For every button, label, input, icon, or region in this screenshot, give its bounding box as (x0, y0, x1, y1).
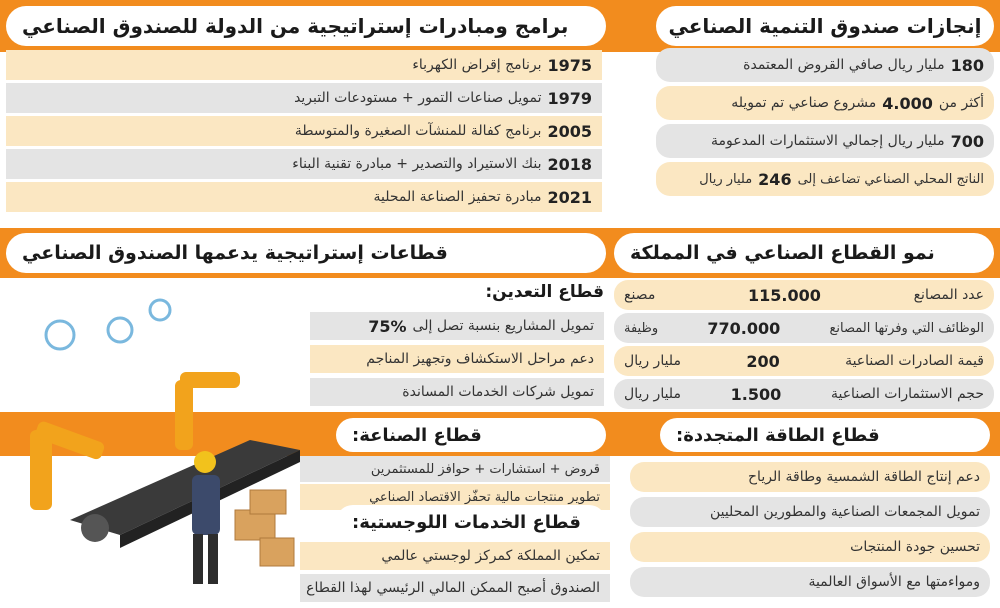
growth-label: حجم الاستثمارات الصناعية (830, 386, 984, 402)
renewable-item-text: دعم إنتاج الطاقة الشمسية وطاقة الرياح (748, 469, 980, 485)
renewable-item (630, 532, 990, 562)
boxes-icon (235, 490, 294, 566)
mining-item (310, 312, 604, 340)
program-year: 2021 (547, 187, 592, 207)
renewable-item-text: ومواءمتها مع الأسواق العالمية (808, 574, 980, 590)
achievement-text: مليار ريال صافي القروض المعتمدة (743, 57, 945, 73)
program-item (6, 50, 602, 80)
growth-item (614, 313, 994, 343)
growth-unit: مصنع (624, 287, 656, 303)
program-text: برنامج كفالة للمنشآت الصغيرة والمتوسطة (294, 123, 542, 139)
achievement-item (656, 124, 994, 158)
gear-icon (46, 300, 170, 349)
mining-item-value: 75% (368, 316, 407, 336)
achievement-item (656, 162, 994, 196)
mining-item (310, 378, 604, 406)
logistics-item-text: الصندوق أصبح الممكن المالي الرئيسي لهذا القطاع (306, 580, 600, 596)
achievements-title: إنجازات صندوق التنمية الصناعي (656, 6, 994, 46)
industry-title: قطاع الصناعة: (336, 418, 606, 452)
program-item (6, 116, 602, 146)
growth-item (614, 346, 994, 376)
renewable-item (630, 462, 990, 492)
growth-label: قيمة الصادرات الصناعية (845, 353, 984, 369)
growth-item (614, 379, 994, 409)
mining-title: قطاع التعدين: (485, 282, 604, 302)
program-year: 1979 (547, 88, 592, 108)
programs-title: برامج ومبادرات إستراتيجية من الدولة للصندوق الصناعي (6, 6, 606, 46)
program-year: 2005 (547, 121, 592, 141)
growth-title: نمو القطاع الصناعي في المملكة (614, 233, 994, 273)
achievement-value: 4.000 (882, 93, 933, 113)
mining-item-text: تمويل المشاريع بنسبة تصل إلى (412, 318, 594, 334)
program-item (6, 83, 602, 113)
achievement-suffix: مليار ريال (699, 171, 753, 187)
growth-value: 200 (746, 351, 780, 371)
program-item (6, 149, 602, 179)
renewable-title: قطاع الطاقة المتجددة: (660, 418, 990, 452)
achievement-value: 180 (950, 55, 984, 75)
program-item (6, 182, 602, 212)
sectors-title: قطاعات إستراتيجية يدعمها الصندوق الصناعي (6, 233, 606, 273)
renewable-item (630, 497, 990, 527)
industry-item (300, 456, 610, 482)
growth-unit: مليار ريال (624, 353, 681, 369)
growth-value: 770.000 (707, 318, 781, 338)
renewable-item-text: تحسين جودة المنتجات (850, 539, 980, 555)
growth-item (614, 280, 994, 310)
growth-label: الوظائف التي وفرتها المصانع (829, 320, 984, 336)
logistics-title: قطاع الخدمات اللوجستية: (336, 505, 606, 539)
growth-label: عدد المصانع (913, 287, 984, 303)
logistics-item (300, 574, 610, 602)
growth-unit: مليار ريال (624, 386, 681, 402)
renewable-item (630, 567, 990, 597)
program-text: برنامج إقراض الكهرباء (412, 57, 542, 73)
achievement-prefix: أكثر من (938, 95, 984, 111)
industry-item-text: تطوير منتجات مالية تحفّز الاقتصاد الصناعي (369, 489, 600, 505)
mining-item-text: تمويل شركات الخدمات المساندة (402, 384, 594, 400)
logistics-item-text: تمكين المملكة كمركز لوجستي عالمي (381, 548, 600, 564)
achievement-value: 700 (950, 131, 984, 151)
mining-item (310, 345, 604, 373)
achievement-item (656, 86, 994, 120)
logistics-item (300, 542, 610, 570)
growth-value: 115.000 (748, 285, 821, 305)
program-year: 1975 (547, 55, 592, 75)
achievement-value: 246 (758, 169, 792, 189)
industry-item-text: قروض + استشارات + حوافز للمستثمرين (370, 461, 600, 477)
conveyor-belt-icon (70, 440, 300, 548)
achievement-text: الناتج المحلي الصناعي تضاعف إلى (797, 171, 984, 187)
worker-icon (192, 451, 220, 584)
program-text: تمويل صناعات التمور + مستودعات التبريد (294, 90, 542, 106)
mining-item-text: دعم مراحل الاستكشاف وتجهيز المناجم (366, 351, 594, 367)
achievement-text: مليار ريال إجمالي الاستثمارات المدعومة (711, 133, 945, 149)
renewable-item-text: تمويل المجمعات الصناعية والمطورين المحليين (709, 504, 980, 520)
program-text: بنك الاستيراد والتصدير + مبادرة تقنية البناء (292, 156, 542, 172)
achievement-text: مشروع صناعي تم تمويله (731, 95, 877, 111)
achievement-item (656, 48, 994, 82)
program-year: 2018 (547, 154, 592, 174)
growth-value: 1.500 (730, 384, 782, 404)
program-text: مبادرة تحفيز الصناعة المحلية (373, 189, 542, 205)
growth-unit: وظيفة (624, 320, 659, 336)
